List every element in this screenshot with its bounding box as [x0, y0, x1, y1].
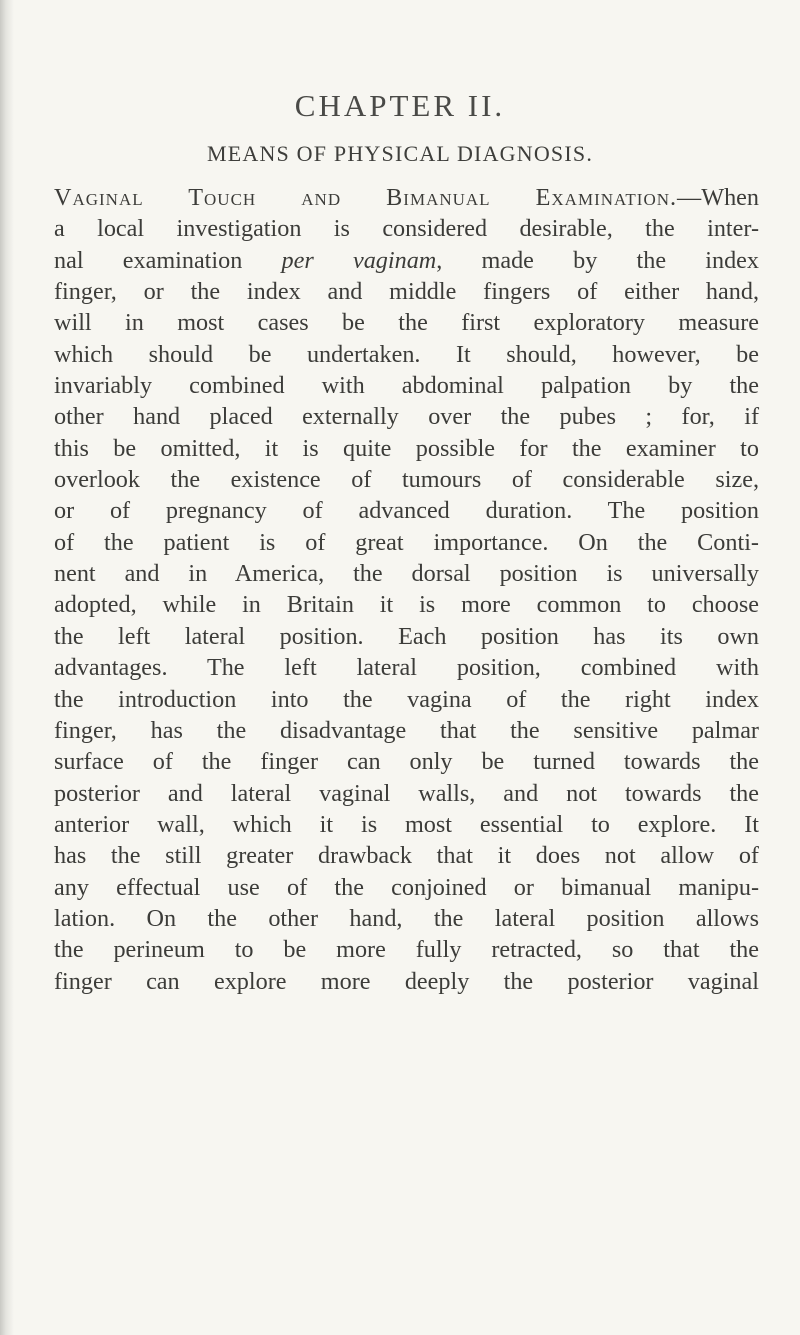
- text-line: anterior wall, which it is most essential to explore. It: [54, 810, 759, 838]
- text-line: has the still greater drawback that it does not allow of: [54, 842, 759, 870]
- text-line: overlook the existence of tumours of considerable size,: [54, 466, 759, 494]
- body-paragraph: [54, 182, 759, 997]
- text-line: the introduction into the vagina of the right index: [54, 685, 759, 713]
- text-line: nal examination per vaginam, made by the index: [54, 246, 760, 274]
- text-line: will in most cases be the first exploratory measure: [54, 309, 759, 337]
- text-line: this be omitted, it is quite possible for the examiner to: [54, 434, 759, 462]
- text-line: any effectual use of the conjoined or bimanual manipu-: [54, 873, 759, 901]
- run-in-head: Vaginal Touch and Bimanual Examination.: [54, 184, 678, 211]
- text-line: which should be undertaken. It should, however, be: [54, 340, 759, 368]
- text-line: finger, has the disadvantage that the sensitive palmar: [54, 716, 759, 744]
- text-line: the perineum to be more fully retracted, so that the: [54, 936, 759, 964]
- text-line: invariably combined with abdominal palpation by the: [54, 372, 759, 400]
- page-gutter-shadow: [0, 0, 14, 1335]
- text-line: or of pregnancy of advanced duration. The position: [54, 497, 759, 525]
- text-line: finger, or the index and middle fingers of either hand,: [54, 278, 759, 306]
- text-line: Vaginal Touch and Bimanual Examination.—When: [54, 184, 759, 211]
- text-line: a local investigation is considered desirable, the inter-: [54, 215, 759, 243]
- text-line: other hand placed externally over the pubes ; for, if: [54, 403, 759, 431]
- text-line: advantages. The left lateral position, combined with: [54, 654, 759, 682]
- text-line: surface of the finger can only be turned towards the: [54, 748, 759, 776]
- latin-phrase: per vaginam: [281, 246, 437, 274]
- text-line: lation. On the other hand, the lateral position allows: [54, 904, 759, 932]
- chapter-subtitle: MEANS OF PHYSICAL DIAGNOSIS.: [206, 141, 594, 166]
- text-line: of the patient is of great importance. On the Conti-: [54, 528, 759, 556]
- text-line: posterior and lateral vaginal walls, and not towards the: [54, 779, 759, 807]
- text-line: the left lateral position. Each position has its own: [54, 622, 759, 650]
- chapter-heading: CHAPTER II.: [294, 88, 506, 123]
- text-line: finger can explore more deeply the posterior vaginal: [54, 967, 759, 995]
- text-line: nent and in America, the dorsal position is universally: [54, 560, 759, 588]
- text-line: adopted, while in Britain it is more common to choose: [54, 591, 759, 619]
